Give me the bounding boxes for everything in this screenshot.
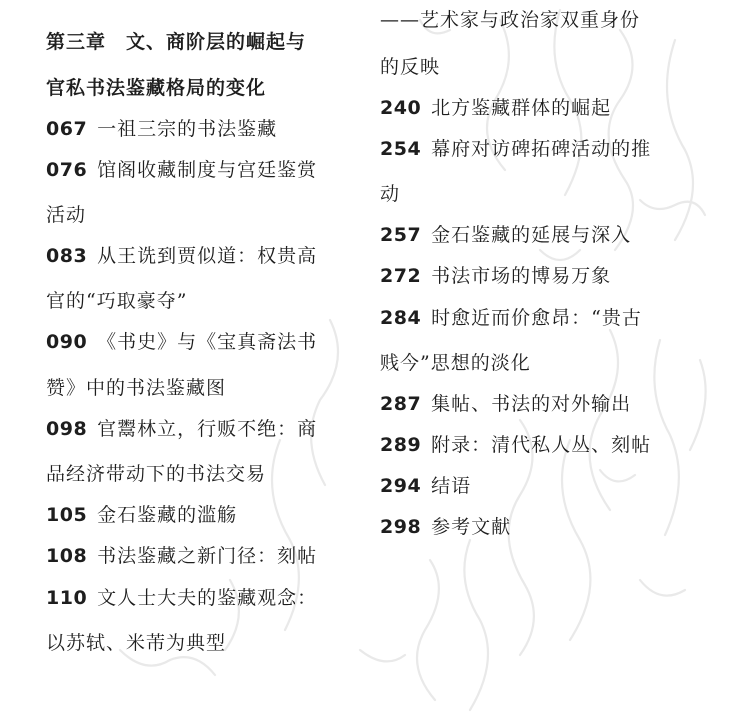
toc-entry-text: 动: [380, 183, 401, 205]
toc-page-number: 272: [380, 265, 422, 287]
toc-entry-text: 附录：清代私人丛、刻帖: [431, 434, 652, 456]
toc-entry: [380, 96, 611, 120]
toc-entry-continuation: [380, 55, 440, 79]
toc-chapter-heading: [46, 30, 306, 54]
toc-entry: [380, 515, 511, 539]
toc-entry-text: 幕府对访碑拓碑活动的推: [431, 138, 652, 160]
toc-entry-text: 金石鉴藏的延展与深入: [431, 224, 632, 246]
toc-entry-text: 书法市场的博易万象: [431, 265, 612, 287]
toc-entry-text: 品经济带动下的书法交易: [46, 463, 267, 485]
toc-entry-text: 集帖、书法的对外输出: [431, 393, 632, 415]
toc-page-number: 289: [380, 434, 422, 456]
toc-entry-text: 的反映: [380, 56, 441, 78]
toc-entry-continuation: [380, 351, 531, 375]
toc-entry-text: 从王诜到贾似道：权贵高: [97, 245, 318, 267]
toc-entry: [46, 330, 317, 354]
toc-page-number: 108: [46, 545, 88, 567]
toc-entry-text: ——艺术家与政治家双重身份: [380, 9, 641, 31]
toc-entry-text: 第三章 文、商阶层的崛起与: [46, 31, 307, 53]
toc-page-number: 090: [46, 331, 88, 353]
toc-entry-text: 贱今”思想的淡化: [380, 352, 531, 374]
toc-entry-text: 活动: [46, 204, 87, 226]
toc-entry-text: 《书史》与《宝真斋法书: [97, 331, 318, 353]
toc-entry-continuation: [380, 182, 400, 206]
toc-entry-text: 结语: [431, 475, 472, 497]
toc-entry-text: 金石鉴藏的滥觞: [97, 504, 238, 526]
toc-entry: [380, 433, 651, 457]
toc-entry-text: 官的“巧取豪夺”: [46, 290, 188, 312]
toc-entry-text: 官私书法鉴藏格局的变化: [46, 77, 267, 99]
toc-page-number: 105: [46, 504, 88, 526]
toc-page-number: 076: [46, 159, 88, 181]
toc-entry: [46, 544, 317, 568]
toc-page-number: 284: [380, 307, 422, 329]
toc-page-number: 257: [380, 224, 422, 246]
toc-entry-text: 时愈近而价愈昂：“贵古: [431, 307, 642, 329]
toc-entry-text: 参考文献: [431, 516, 512, 538]
toc-entry-continuation: [46, 631, 226, 655]
toc-entry: [46, 586, 317, 610]
toc-entry-text: 以苏轼、米芾为典型: [46, 632, 227, 654]
toc-entry-continuation: [46, 462, 266, 486]
toc-entry: [46, 117, 277, 141]
toc-page-number: 294: [380, 475, 422, 497]
toc-page-number: 240: [380, 97, 422, 119]
toc-page-number: 067: [46, 118, 88, 140]
toc-entry: [46, 417, 317, 441]
toc-entry: [380, 264, 611, 288]
toc-entry-text: 书法鉴藏之新门径：刻帖: [97, 545, 318, 567]
toc-entry-continuation: [46, 376, 226, 400]
toc-entry: [380, 392, 631, 416]
toc-entry: [46, 244, 317, 268]
toc-entry: [380, 306, 642, 330]
toc-entry-continuation: [46, 203, 86, 227]
toc-entry-text: 一祖三宗的书法鉴藏: [97, 118, 278, 140]
toc-entry-text: 官鬻林立，行贩不绝：商: [97, 418, 318, 440]
toc-page-number: 254: [380, 138, 422, 160]
toc-entry-text: 赞》中的书法鉴藏图: [46, 377, 227, 399]
toc-entry: [380, 474, 471, 498]
toc-entry-continuation: [46, 289, 187, 313]
toc-page-number: 298: [380, 516, 422, 538]
toc-page-number: 110: [46, 587, 88, 609]
toc-entry: [380, 223, 631, 247]
toc-entry: [380, 137, 651, 161]
toc-entry-text: 馆阁收藏制度与宫廷鉴赏: [97, 159, 318, 181]
toc-entry: [46, 503, 237, 527]
toc-entry: [46, 158, 317, 182]
toc-entry-text: 文人士大夫的鉴藏观念：: [97, 587, 318, 609]
toc-entry-text: 北方鉴藏群体的崛起: [431, 97, 612, 119]
toc-page-number: 287: [380, 393, 422, 415]
toc-entry-continuation: [380, 8, 640, 32]
toc-chapter-heading-cont: [46, 76, 266, 100]
toc-page-number: 098: [46, 418, 88, 440]
toc-page-number: 083: [46, 245, 88, 267]
